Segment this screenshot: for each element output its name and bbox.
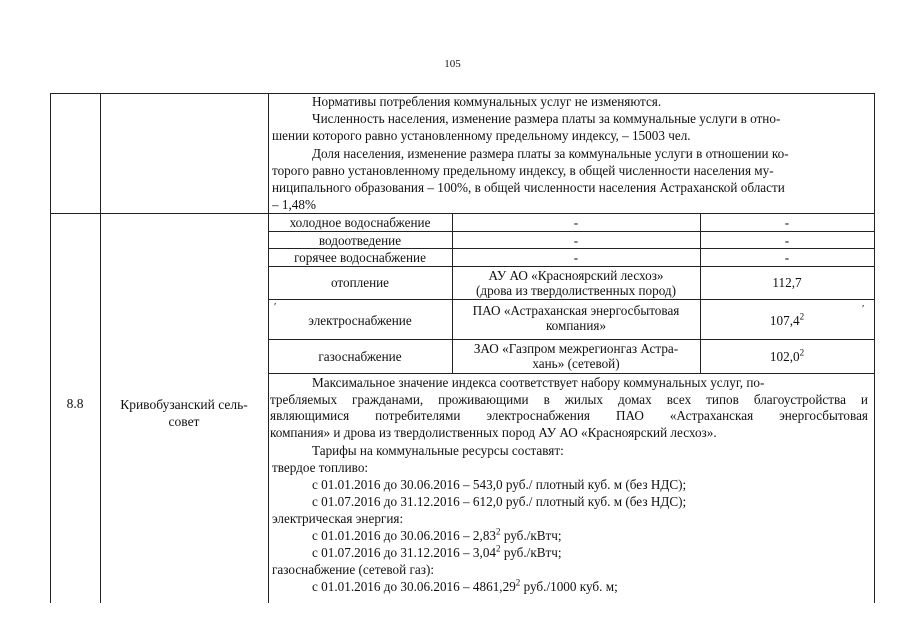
tariff-text: с 01.01.2016 до 30.06.2016 – 2,83 — [312, 528, 497, 543]
document-table — [50, 93, 875, 603]
index-value: 107,4 — [769, 313, 800, 328]
scan-mark: ʹ — [862, 303, 865, 315]
service-name: горячее водоснабжение — [294, 250, 426, 265]
table-left-border — [50, 93, 51, 603]
tariff-unit: руб./кВтч; — [500, 545, 562, 560]
provider-line: ПАО «Астраханская энергосбытовая — [472, 303, 680, 318]
paragraph-line: компания» и дрова из твердолиственных пород АУ АО «Красноярский лесхоз». — [270, 424, 717, 440]
row-name-line: совет — [168, 414, 200, 429]
row-name-line: Кривобузанский сель- — [120, 397, 248, 412]
row-name — [100, 396, 268, 430]
provider-line: (дрова из твердолиственных пород) — [475, 283, 677, 298]
service-index: - — [784, 233, 790, 248]
col-divider-1 — [100, 93, 101, 603]
paragraph-line: Максимальное значение индекса соответствует набору коммунальных услуг, по- — [312, 375, 765, 390]
top-block-line: торого равно установленному предельному индексу, в общей численности населения му- — [272, 163, 774, 178]
tariff-text: с 01.01.2016 до 30.06.2016 – 4861,29 — [312, 579, 516, 594]
provider-line: АУ АО «Красноярский лесхоз» — [488, 268, 664, 283]
index-footnote: 2 — [799, 311, 805, 322]
provider-line: компания» — [545, 318, 607, 333]
service-index: - — [784, 215, 790, 230]
tariff-unit: руб./кВтч; — [500, 528, 562, 543]
scan-mark: ʹ — [274, 301, 277, 313]
tariff-footnote: 2 — [515, 577, 521, 588]
max-index-paragraph — [270, 375, 868, 441]
subtable-row-line — [268, 266, 875, 267]
index-value: 102,0 — [769, 349, 800, 364]
row-divider-top-block — [50, 213, 875, 214]
gas-label: газоснабжение (сетевой газ): — [272, 562, 435, 577]
paragraph-line: являющимися потребителями электроснабжения ПАО «Астраханская энергосбытовая — [270, 408, 868, 423]
electricity-tariff — [312, 545, 562, 561]
service-index: - — [784, 250, 790, 265]
tariff-footnote: 2 — [496, 543, 501, 554]
provider-line: хань» (сетевой) — [532, 356, 620, 371]
subtable-row-line — [268, 373, 875, 374]
service-index — [700, 349, 874, 364]
top-block-line: шении которого равно установленному предельному индексу, – 15003 чел. — [272, 128, 691, 143]
subtable-row-line — [268, 299, 875, 300]
provider-line: ЗАО «Газпром межрегионгаз Астра- — [473, 341, 679, 356]
col-divider-2 — [268, 93, 269, 603]
top-block-line: – 1,48% — [272, 197, 316, 212]
subtable-row-line — [268, 248, 875, 249]
service-index: 112,7 — [772, 275, 802, 290]
top-block-line: Численность населения, изменение размера платы за коммунальные услуги в отно- — [312, 111, 781, 126]
subtable-row-line — [268, 231, 875, 232]
page-number: 105 — [444, 58, 461, 70]
service-provider: - — [573, 250, 579, 265]
service-name: газоснабжение — [318, 349, 402, 364]
electricity-tariff — [312, 528, 562, 544]
top-block-line: ниципального образования – 100%, в общей численности населения Астраханской области — [272, 180, 785, 195]
row-number: 8.8 — [66, 396, 84, 411]
service-name: холодное водоснабжение — [289, 215, 431, 230]
index-footnote: 2 — [799, 347, 805, 358]
service-name: отопление — [330, 275, 390, 290]
service-provider — [452, 303, 700, 333]
gas-tariff — [312, 579, 618, 595]
electricity-label: электрическая энергия: — [272, 511, 404, 526]
service-index — [700, 313, 874, 328]
top-block-line: Доля населения, изменение размера платы за коммунальные услуги в отношении ко- — [312, 146, 789, 161]
solid-fuel-tariff: с 01.07.2016 до 31.12.2016 – 612,0 руб./ плотный куб. м (без НДС); — [312, 494, 687, 509]
tariffs-intro: Тарифы на коммунальные ресурсы составят: — [312, 443, 564, 458]
service-provider: - — [573, 215, 579, 230]
table-right-border — [874, 93, 875, 603]
paragraph-line: требляемых гражданами, проживающими в жилых домах всех типов благоустройства и — [270, 391, 868, 407]
service-name: водоотведение — [318, 233, 402, 248]
tariff-text: с 01.07.2016 до 31.12.2016 – 3,04 — [312, 545, 497, 560]
solid-fuel-tariff: с 01.01.2016 до 30.06.2016 – 543,0 руб./ плотный куб. м (без НДС); — [312, 477, 687, 492]
subtable-row-line — [268, 339, 875, 340]
tariff-unit: руб./1000 куб. м; — [520, 579, 618, 594]
service-name: электроснабжение — [308, 313, 412, 328]
service-provider: - — [573, 233, 579, 248]
service-provider — [452, 341, 700, 371]
top-block-line: Нормативы потребления коммунальных услуг не изменяются. — [312, 94, 662, 109]
service-provider — [452, 268, 700, 298]
solid-fuel-label: твердое топливо: — [272, 460, 369, 475]
tariff-footnote: 2 — [496, 526, 501, 537]
